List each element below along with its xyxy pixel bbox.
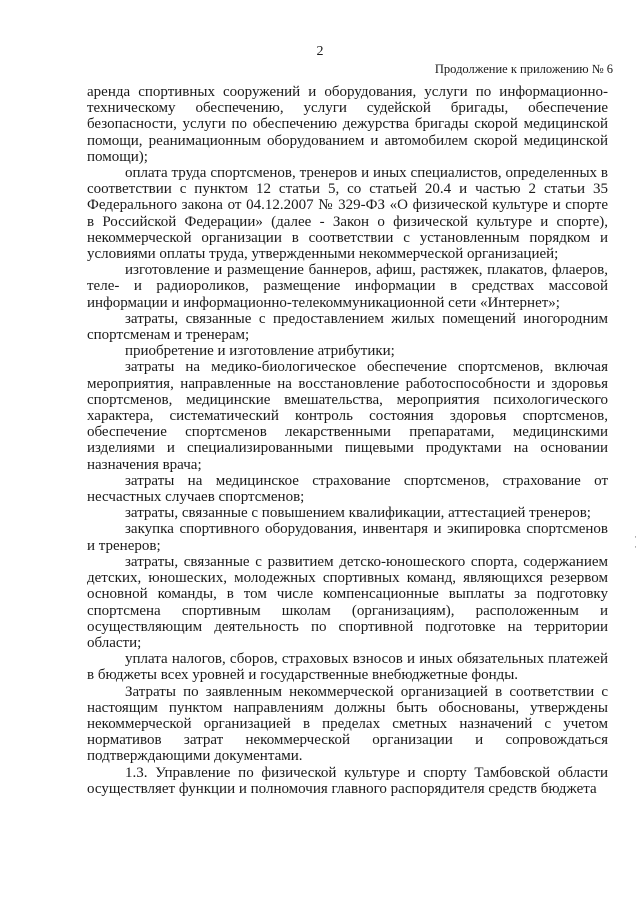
paragraph-insurance: затраты на медицинское страхование спортсменов, страхование от несчастных случаев спортсменов; xyxy=(87,472,608,506)
paragraph-rent-services: аренда спортивных сооружений и оборудования, услуги по информационно-техническому обеспечению, услуги судейской бригады, обеспечение безопасности, услуги по обеспечению дежурства бригады скорой медицинской помощи, реанимационным оборудованием и автомобилем скорой медицинской помощи); xyxy=(87,84,608,165)
paragraph-housing: затраты, связанные с предоставлением жилых помещений иногородним спортсменам и тренерам; xyxy=(87,310,608,344)
paragraph-equipment: закупка спортивного оборудования, инвентаря и экипировка спортсменов и тренеров; xyxy=(87,521,608,554)
paragraph-taxes: уплата налогов, сборов, страховых взносов и иных обязательных платежей в бюджеты всех уровней и государственные внебюджетные фонды. xyxy=(87,651,608,684)
page-number: 2 xyxy=(316,44,324,59)
paragraph-qualification: затраты, связанные с повышением квалификации, аттестацией тренеров; xyxy=(125,505,591,522)
paragraph-medical-support: затраты на медико-биологическое обеспечение спортсменов, включая мероприятия, направленные на восстановление работоспособности и здоровья спортсменов, медицинские вмешательства, мероприятия психологического характера, систематический контроль состояния здоровья спортсменов, обеспечение спортсменов лекарственными препаратами, медицинскими изделиями и специализированными пищевыми продуктами на основании назначения врача; xyxy=(87,359,608,473)
paragraph-section-1-3: 1.3. Управление по физической культуре и спорту Тамбовской области осуществляет функции и полномочия главного распорядителя средств бюджета xyxy=(87,764,608,797)
paragraph-youth-sport: затраты, связанные с развитием детско-юношеского спорта, содержанием детских, юношеских, молодежных спортивных команд, являющихся резервом основной команды, в том числе компенсационные выплаты за подготовку спортсмена спортивным школам (организациям), расположенным и осуществляющим деятельность по спортивной подготовке на территории области; xyxy=(87,553,608,651)
paragraph-cost-justification: Затраты по заявленным некоммерческой организацией в соответствии с настоящим пунктом направлениям должны быть обоснованы, утверждены некоммерческой организацией в пределах сметных назначений с учетом нормативов затрат некоммерческой организации и сопровождаться подтверждающими документами. xyxy=(87,683,608,765)
paragraph-labor-payment: оплата труда спортсменов, тренеров и иных специалистов, определенных в соответствии с пунктом 12 статьи 5, со статьей 20.4 и частью 2 статьи 35 Федерального закона от 04.12.2007 № 329-ФЗ «О физической культуре и спорте в Российской Федерации» (далее - Закон о физической культуре и спорте), некоммерческой организации в соответствии с установленным порядком и условиями оплаты труда, утвержденными некоммерческой организацией; xyxy=(87,165,608,263)
document-body xyxy=(87,84,608,797)
scan-margin-mark: · · xyxy=(634,532,637,552)
paragraph-advertising: изготовление и размещение баннеров, афиш, растяжек, плакатов, флаеров, теле- и радиороликов, размещение информации в средствах массовой информации и информационно-телекоммуникационной сети «Интернет»; xyxy=(87,262,608,311)
appendix-continuation-note: Продолжение к приложению № 6 xyxy=(434,62,613,76)
paragraph-attributes: приобретение и изготовление атрибутики; xyxy=(125,343,395,360)
